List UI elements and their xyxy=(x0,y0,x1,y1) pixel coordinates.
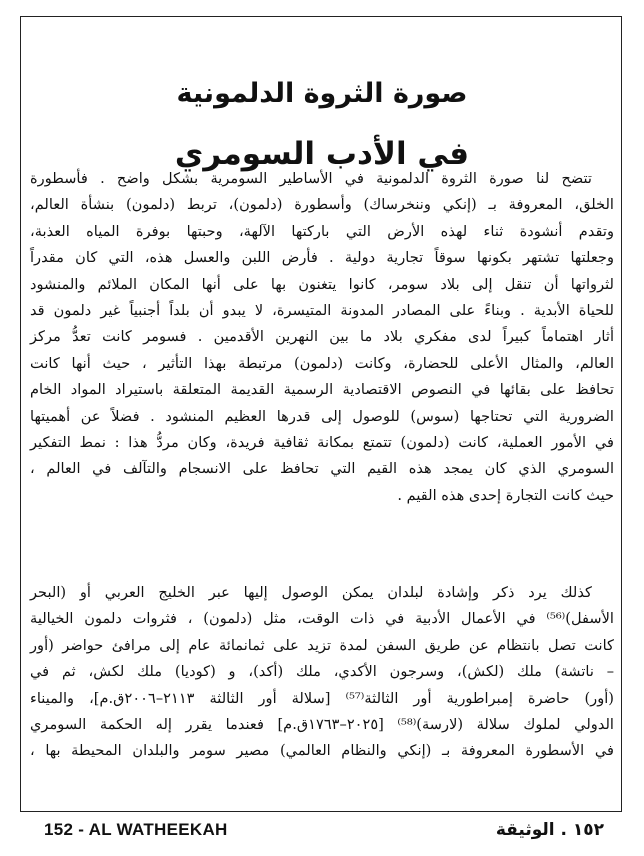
article-title: صورة الثروة الدلمونية xyxy=(176,78,468,109)
text-line: تحافظ على بقائها في النصوص الاقتصادية الرسمية القديمة المتعلقة باستيراد المواد الخام xyxy=(30,381,614,399)
text-line: وتقدم أنشودة ثناء لهذه الأرض التي باركتها الآلهة، وحبتها بوفرة المياه العذبة، xyxy=(30,222,614,240)
text-line: تتضح لنا صورة الثروة الدلمونية في الأساطير السومرية بشكل واضح . فأسطورة xyxy=(30,170,592,187)
text-line: السومري الذي كان يمجد هذه القيم التي تحافظ على الانسجام والتآلف في العالم ، xyxy=(30,460,614,478)
text-line: كانت تصل بانتظام عن طريق السفن لمدة تزيد على ثمانمائة عام إلى مرافئ حواضر (أور xyxy=(30,636,614,654)
text-line: الدولي لملوك سلالة (لارسة)⁽⁵⁸⁾ [٢٠٢٥–١٧٦٣ق.م] فعندما يقرر إله الحكمة السومري xyxy=(30,716,614,734)
text-line: الضرورية التي تحتاجها (سوس) للوصول إلى قدرها العظيم المنشود . فضلاً عن أهميتها xyxy=(30,407,614,425)
text-line: (أور) حاضرة إمبراطورية أور الثالثة⁽⁵⁷⁾ [سلالة أور الثالثة ٢١١٣–٢٠٠٦ق.م]، والميناء xyxy=(30,689,614,707)
text-line: للحياة الأبدية . وبناءً على المصادر المدونة المتيسرة، لا يبدو أن بلداً أجنبياً غير دلمون قد xyxy=(30,302,614,320)
text-line: كذلك يرد ذكر وإشادة لبلدان يمكن الوصول إليها عبر الخليج العربي أو (البحر xyxy=(30,584,592,601)
footer-page-number-arabic: ١٥٢ . الوثيقة xyxy=(495,820,604,840)
text-line: الخلق، المعروفة بـ (إنكي وننخرساك) وأسطورة (دلمون)، تربط (دلمون) بنشأة العالم، xyxy=(30,196,614,214)
text-line: أثار اهتماماً كبيراً لدى مفكري بلاد ما بين النهرين الأقدمين . فسومر كانت تعدُّ مركز xyxy=(30,328,614,346)
text-line: في الأمور العملية، كانت (دلمون) تتمتع بمكانة ثقافية فريدة، وكان مردُّ هذا : نمط التفكير xyxy=(30,434,614,452)
text-line: الأسفل)⁽⁵⁶⁾ في الأعمال الأدبية في ذات الوقت، مثل (دلمون) ، فثروات دلمون الخيالية xyxy=(30,610,614,628)
text-line: حيث كانت التجارة إحدى هذه القيم . xyxy=(397,486,614,504)
paragraph-1 xyxy=(30,166,614,509)
text-line: لثرواتها أن تنقل إلى بلاد سومر، كانوا يتغنون بها على أنها المكان الملائم والمنشود xyxy=(30,275,614,293)
text-line: العالم، والمثال الأعلى للحضارة، وكانت (دلمون) مرتبطة بهذا التأثير ، حيث أنها كانت xyxy=(30,354,614,372)
paragraph-2 xyxy=(30,580,614,765)
text-line: في الأسطورة المعروفة بـ (إنكي والنظام العالمي) مصير سومر والبلدان المحيطة بها ، xyxy=(30,742,614,760)
footer-page-number-latin: 152 - AL WATHEEKAH xyxy=(44,820,228,839)
text-line: – ناتشة) ملك (لكش)، وسرجون الأكدي، ملك (أكد)، و (كوديا) ملك لكش، ثم في xyxy=(30,663,614,681)
text-line: وجعلتها تشتهر بكونها سوقاً تجارية دولية . فأرض اللبن والعسل هذه، التي كان مقدراً xyxy=(30,249,614,267)
article-subtitle: في الأدب السومري xyxy=(174,136,470,172)
